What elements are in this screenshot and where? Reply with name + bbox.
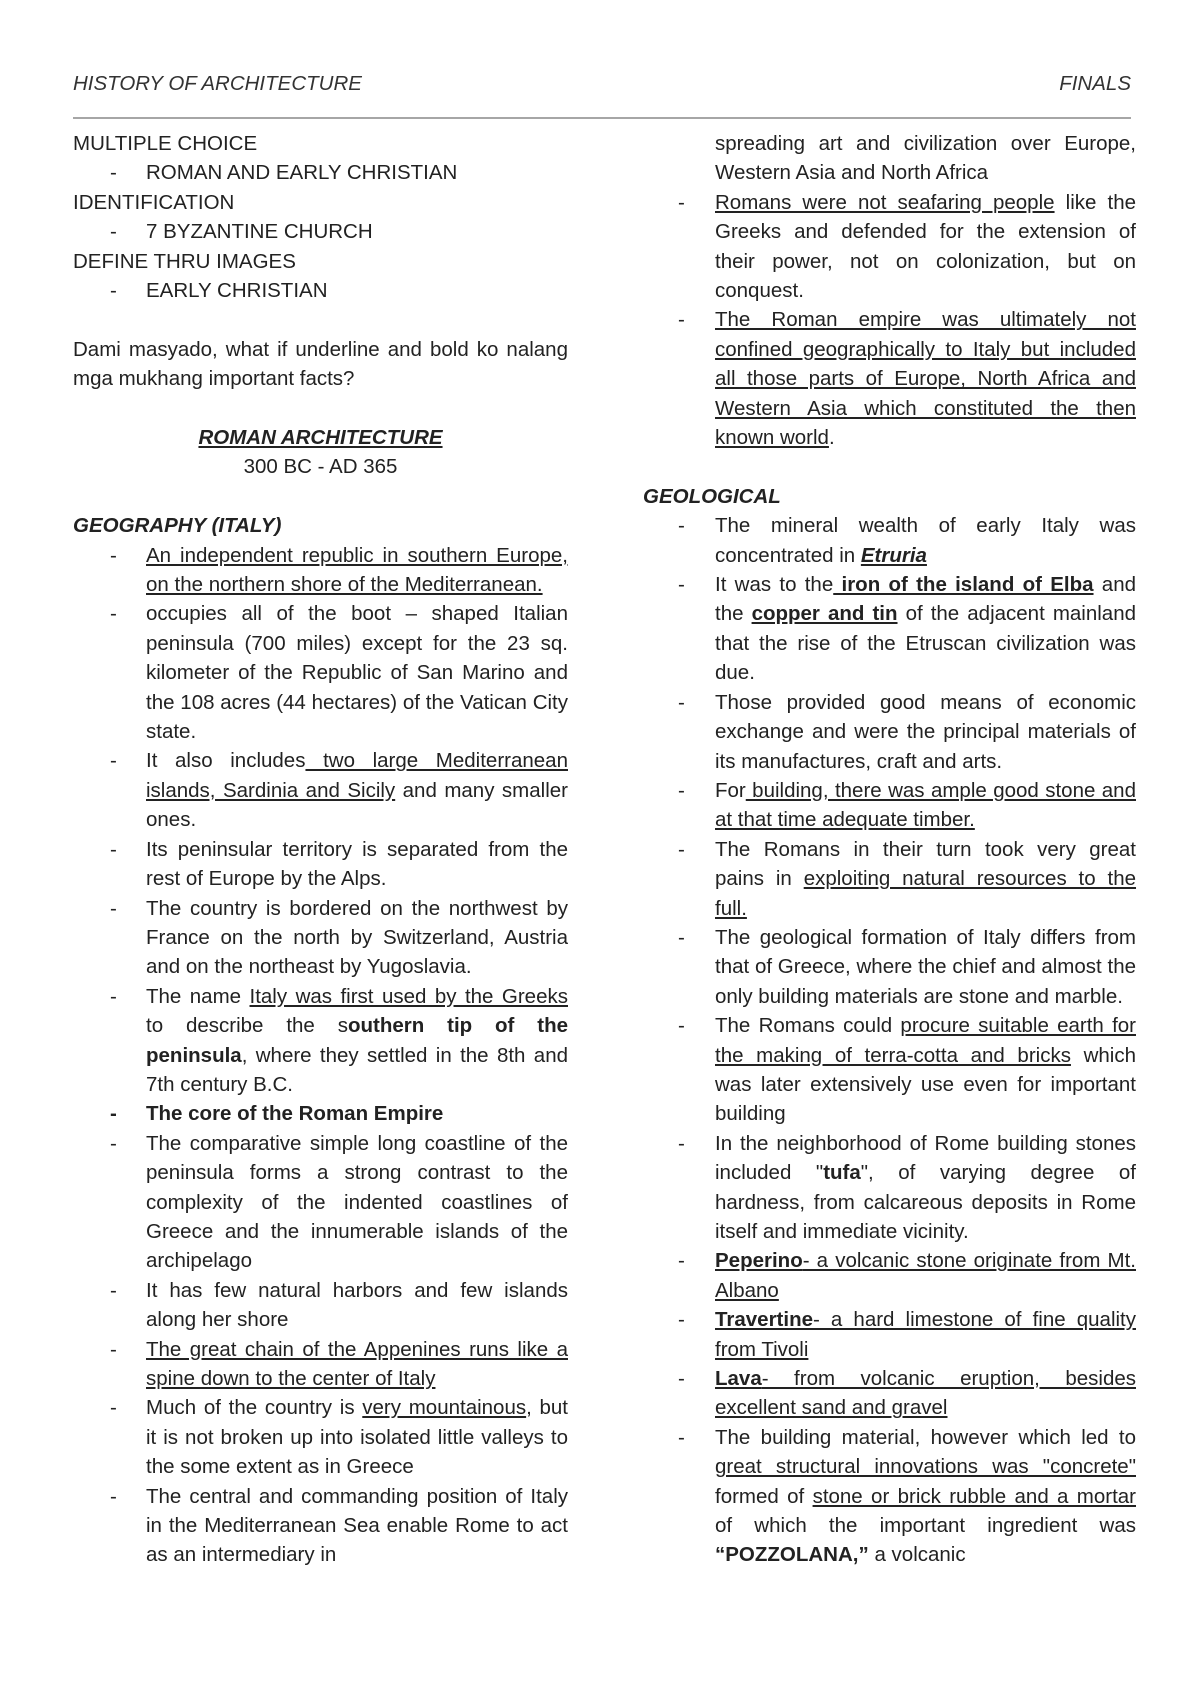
bold-fact: Travertine [715,1308,813,1332]
spacer [73,394,568,423]
list-item: - The comparative simple long coastline of the peninsula forms a strong contrast to the complexity of the indented coastlines of Greece and the innumerable islands of the archipelago [73,1129,568,1276]
list-item [643,1129,1136,1247]
list-item [643,1246,1136,1305]
list-item [643,1305,1136,1364]
bold-fact: “POZZOLANA,” [715,1543,869,1567]
text-run: The name [146,984,250,1008]
underlined-fact: stone or brick rubble and a mortar [812,1484,1136,1508]
underlined-fact: The great chain of the Appenines runs like a spine down to the center of Italy [146,1337,568,1391]
underlined-fact: great structural innovations was "concrete" [715,1455,1136,1479]
list-item [73,541,568,600]
text-run: The mineral wealth of early Italy was concentrated in [715,514,1136,567]
list-item: - 7 BYZANTINE CHURCH [73,217,568,246]
header-divider [73,117,1131,119]
text-run: Much of the country is [146,1396,363,1420]
list-item: - The country is bordered on the northwest by France on the north by Switzerland, Austria and on the northeast by Yugoslavia. [73,894,568,982]
text-run: , where they settled in the 8th and 7th century B.C. [146,1043,568,1096]
geography-heading: GEOGRAPHY (ITALY) [73,514,282,538]
text-run: to describe the s [146,1014,348,1038]
author-note: Dami masyado, what if underline and bold ko nalang mga mukhang important facts? [73,337,568,391]
list-item [73,746,568,834]
list-item: - occupies all of the boot – shaped Italian peninsula (700 miles) except for the 23 sq. kilometer of the Republic of San Marino and the 108 acres (44 hectares) of the Vatican City state. [73,599,568,746]
section-dates: 300 BC - AD 365 [243,455,398,479]
outline-def-label: DEFINE THRU IMAGES [73,249,296,273]
bold-fact: Peperino [715,1249,803,1273]
underlined-fact: building, there was ample good stone and at that time adequate timber. [715,778,1136,832]
empire-list [643,188,1136,453]
spacer [73,482,568,511]
underlined-fact: - a volcanic stone originate from Mt. Albano [715,1249,1136,1302]
text-run: In the neighborhood of Rome building stones included " [715,1131,1136,1185]
list-item [643,835,1136,923]
outline-id-list [73,217,568,246]
bold-fact: Lava [715,1367,762,1391]
underlined-fact: The Roman empire was ultimately not confined geographically to Italy but included all those parts of Europe, North Africa and Western Asia which constituted the then known world [715,308,1136,450]
spacer [643,452,1136,481]
outline-mc-list [73,158,568,187]
exam-label: FINALS [1059,72,1131,95]
text-run: It was to the [715,573,834,597]
section-title: ROMAN ARCHITECTURE [198,426,443,450]
left-column [73,129,568,1570]
list-item: - The geological formation of Italy differs from that of Greece, where the chief and almost the only building materials are stone and marble. [643,923,1136,1011]
text-run: of the adjacent mainland that the rise of the Etruscan civilization was due. [715,602,1137,685]
list-item [643,776,1136,835]
underlined-fact: An independent republic in southern Europe, on the northern shore of the Mediterranean. [146,543,568,597]
text-run: The Romans could [715,1014,901,1038]
text-run: of which the important ingredient was [715,1514,1136,1538]
underlined-fact: very mountainous [362,1396,527,1420]
list-item: - ROMAN AND EARLY CHRISTIAN [73,158,568,187]
text-run: The building material, however which led to [715,1425,1136,1449]
geography-list [73,541,568,1570]
text-run: and the [715,573,1136,626]
text-run: formed of [715,1484,813,1508]
list-item: - Its peninsular territory is separated from the rest of Europe by the Alps. [73,835,568,894]
text-run: like the Greeks and defended for the extension of their power, not on colonization, but on conquest. [715,190,1136,303]
list-item [643,511,1136,570]
list-item [643,1364,1136,1423]
bold-fact: outhern tip of the peninsula [146,1014,569,1067]
list-item [643,1011,1136,1129]
text-run: . [828,426,835,450]
underlined-fact: exploiting natural resources to the full. [715,867,1137,920]
text-run: a volcanic [868,1543,966,1567]
document-title: HISTORY OF ARCHITECTURE [73,72,362,95]
right-column [643,129,1136,1570]
text-run: ", of varying degree of hardness, from calcareous deposits in Rome itself and immediate vicinity. [715,1161,1136,1244]
text-run: For [715,778,746,802]
page-header [73,72,1131,96]
list-item [73,982,568,1100]
bold-fact: copper and tin [751,602,898,626]
text-run: , but it is not broken up into isolated little valleys to the some extent as in Greece [146,1396,569,1479]
list-item [643,305,1136,452]
list-item [73,1393,568,1481]
text-run: which was later extensively use even for important building [715,1043,1136,1126]
bold-fact: iron of the island of Elba [833,573,1094,597]
underlined-fact: - a hard limestone of fine quality from Tivoli [715,1308,1136,1361]
geological-list [643,511,1136,1570]
underlined-fact: Romans were not seafaring people [715,190,1055,214]
underlined-fact: - from volcanic eruption, besides excellent sand and gravel [715,1367,1136,1420]
underlined-fact: two large Mediterranean islands, Sardinia and Sicily [146,749,568,802]
list-item [643,570,1136,688]
outline-def-list [73,276,568,305]
list-item [643,1423,1136,1570]
list-item [643,188,1136,306]
bold-fact: Etruria [860,543,927,567]
continued-text: spreading art and civilization over Europe, Western Asia and North Africa [715,132,1136,185]
outline-mc-label: MULTIPLE CHOICE [73,132,258,155]
text-run: and many smaller ones. [146,778,568,832]
underlined-fact: procure suitable earth for the making of terra-cotta and bricks [715,1014,1136,1067]
list-item: - It has few natural harbors and few islands along her shore [73,1276,568,1335]
underlined-fact: Italy was first used by the Greeks [249,984,568,1008]
text-run: The Romans in their turn took very great pains in [715,837,1136,891]
geological-heading: GEOLOGICAL [643,484,781,508]
list-item: - Those provided good means of economic exchange and were the principal materials of its manufactures, craft and arts. [643,688,1136,776]
text-run: It also includes [146,749,306,773]
outline-id-label: IDENTIFICATION [73,190,235,214]
list-item: - EARLY CHRISTIAN [73,276,568,305]
list-item: - The central and commanding position of Italy in the Mediterranean Sea enable Rome to act as an intermediary in [73,1482,568,1570]
spacer [73,305,568,334]
list-item: - The core of the Roman Empire [73,1099,568,1128]
list-item [73,1335,568,1394]
bold-fact: tufa [823,1161,861,1185]
